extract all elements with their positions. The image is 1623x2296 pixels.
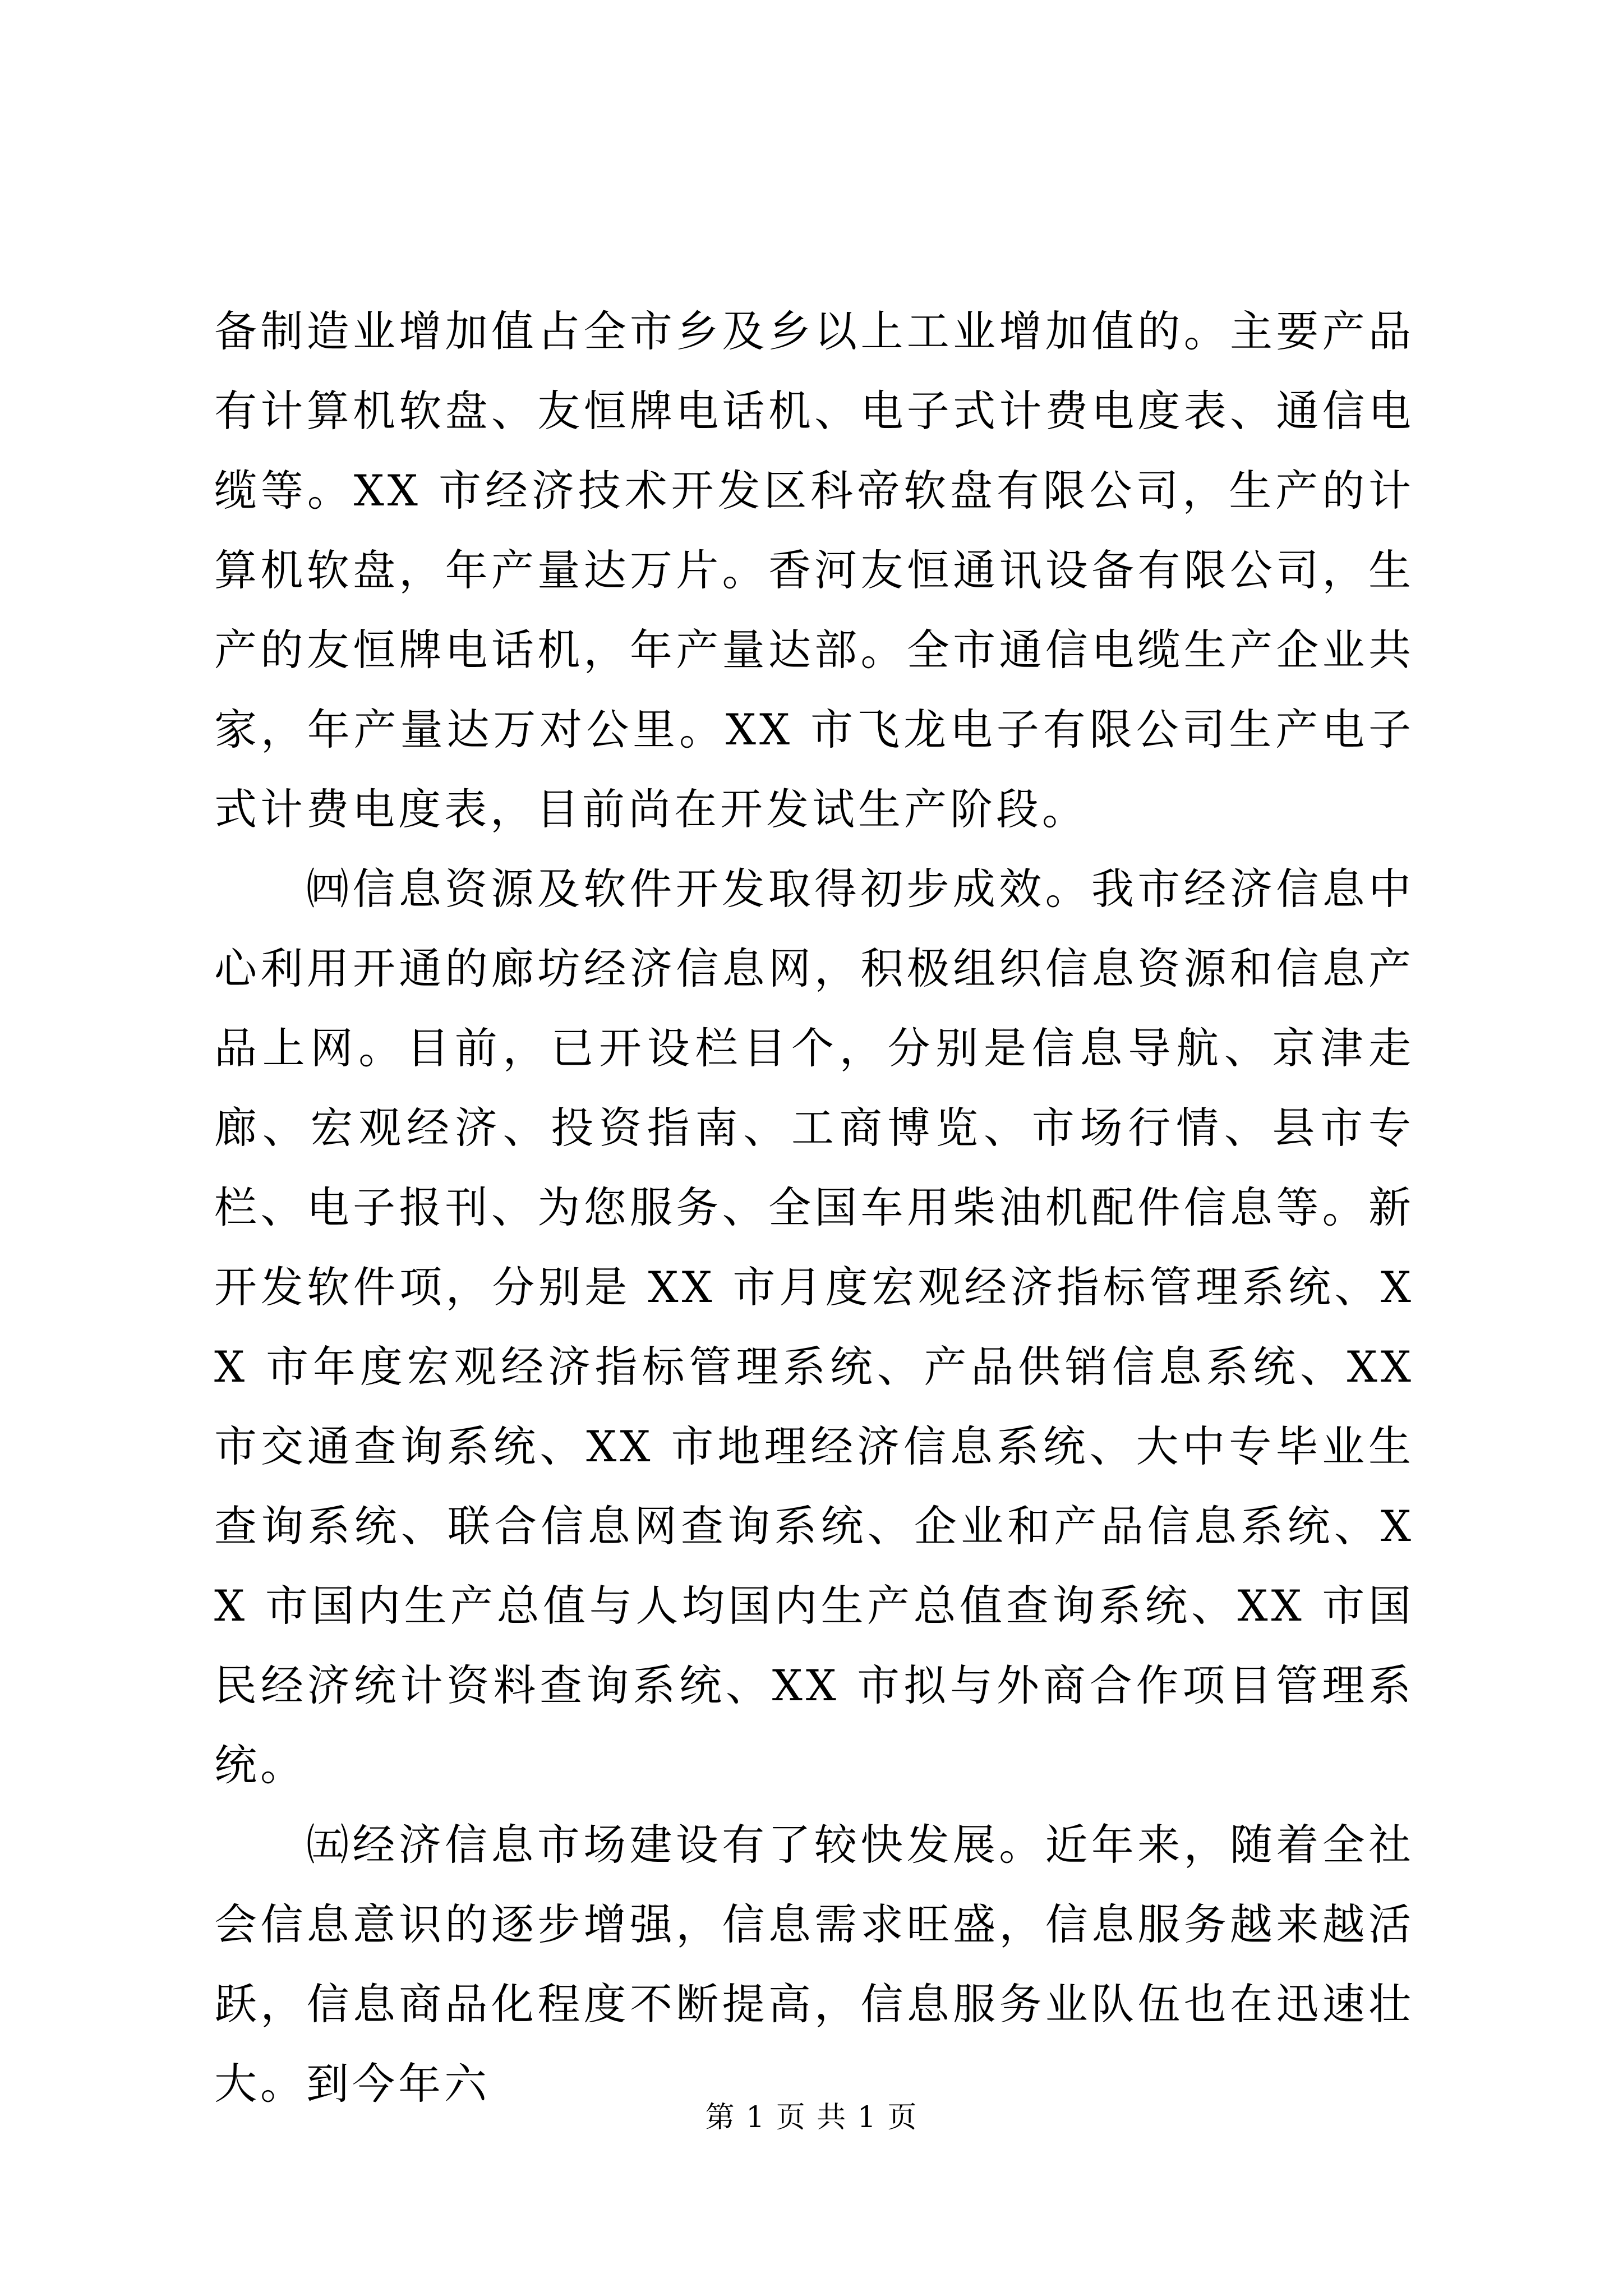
paragraph-2: ㈣信息资源及软件开发取得初步成效。我市经济信息中心利用开通的廊坊经济信息网，积极组织信息资源和信息产品上网。目前，已开设栏目个，分别是信息导航、京津走廊、宏观经济、投资指南、工商博览、市场行情、县市专栏、电子报刊、为您服务、全国车用柴油机配件信息等。新开发软件项，分别是 XX 市月度宏观经济指标管理系统、XX 市年度宏观经济指标管理系统、产品供销信息系统、XX 市交通查询系统、XX 市地理经济信息系统、大中专毕业生查询系统、联合信息网查询系统、企业和产品信息系统、XX 市国内生产总值与人均国内生产总值查询系统、XX 市国民经济统计资料查询系统、XX 市拟与外商合作项目管理系统。	[214, 864, 1414, 1790]
paragraph-1: 备制造业增加值占全市乡及乡以上工业增加值的。主要产品有计算机软盘、友恒牌电话机、电子式计费电度表、通信电缆等。XX 市经济技术开发区科帝软盘有限公司，生产的计算机软盘，年产量达万片。香河友恒通讯设备有限公司，生产的友恒牌电话机，年产量达部。全市通信电缆生产企业共家，年产量达万对公里。XX 市飞龙电子有限公司生产电子式计费电度表，目前尚在开发试生产阶段。	[214, 306, 1414, 834]
body-text	[214, 292, 1414, 2124]
page-footer: 第 1 页 共 1 页	[705, 2101, 918, 2134]
paragraph-3: ㈤经济信息市场建设有了较快发展。近年来，随着全社会信息意识的逐步增强，信息需求旺盛，信息服务越来越活跃，信息商品化程度不断提高，信息服务业队伍也在迅速壮大。到今年六	[214, 1820, 1414, 2109]
